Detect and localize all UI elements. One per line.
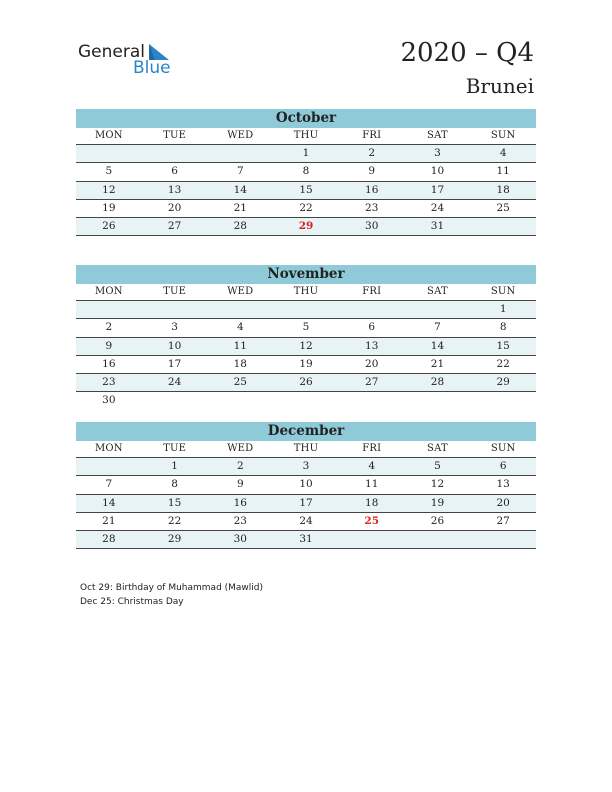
day-cell: 4 <box>368 460 376 472</box>
day-cell: 22 <box>299 201 313 214</box>
weekday-label: MON <box>94 286 123 297</box>
day-cell: 13 <box>167 183 182 196</box>
day-cell: 14 <box>233 183 247 196</box>
holiday-day-cell: 25 <box>364 514 380 527</box>
month-october <box>76 109 536 236</box>
day-cell <box>142 145 208 162</box>
day-cell: 3 <box>302 460 310 472</box>
day-cell <box>142 301 208 318</box>
holiday-note: Oct 29: Birthday of Muhammad (Mawlid) <box>80 583 264 593</box>
day-cell: 7 <box>434 321 441 334</box>
day-cell: 1 <box>302 147 310 159</box>
day-cell: 3 <box>434 147 441 159</box>
day-cell <box>76 301 142 318</box>
day-cell: 4 <box>499 147 507 159</box>
day-cell: 6 <box>368 321 376 334</box>
day-cell <box>76 458 142 475</box>
day-cell: 28 <box>430 376 445 389</box>
weekday-label: FRI <box>362 443 382 454</box>
week-row <box>76 476 536 494</box>
day-cell: 26 <box>430 514 445 527</box>
week-row <box>76 374 536 392</box>
day-cell: 25 <box>233 376 247 389</box>
day-cell: 2 <box>368 147 376 159</box>
day-cell: 27 <box>496 514 510 527</box>
logo-blue-text: Blue <box>133 58 171 78</box>
month-title: November <box>76 265 536 284</box>
weekday-label: FRI <box>362 286 382 297</box>
week-row <box>76 319 536 337</box>
day-cell: 30 <box>365 220 379 233</box>
day-cell: 1 <box>499 303 507 315</box>
day-cell: 19 <box>102 201 116 214</box>
week-row <box>76 495 536 513</box>
week-row <box>76 356 536 374</box>
month-title: December <box>76 422 536 441</box>
day-cell: 5 <box>434 460 441 472</box>
weekday-label: WED <box>227 443 254 454</box>
week-row <box>76 182 536 200</box>
day-cell: 21 <box>430 357 445 370</box>
week-row <box>76 218 536 236</box>
day-cell: 10 <box>167 339 182 352</box>
day-cell <box>273 301 339 318</box>
day-cell <box>339 531 405 548</box>
weekday-label: SAT <box>427 286 448 297</box>
day-cell: 18 <box>365 496 379 509</box>
day-cell: 7 <box>105 478 113 491</box>
day-cell: 7 <box>236 165 244 178</box>
day-cell <box>470 392 536 409</box>
holiday-day-cell: 29 <box>298 220 314 233</box>
weekday-header-row <box>76 128 536 145</box>
weekday-label: TUE <box>163 130 187 141</box>
page-title: 2020 – Q4 <box>400 38 534 68</box>
weekday-label: TUE <box>163 443 187 454</box>
day-cell: 6 <box>171 165 178 178</box>
country-name: Brunei <box>465 74 534 98</box>
day-cell: 10 <box>430 165 445 178</box>
day-cell: 13 <box>365 339 379 352</box>
day-cell: 18 <box>496 183 510 196</box>
day-cell: 1 <box>171 460 178 472</box>
day-cell: 12 <box>299 339 313 352</box>
day-cell <box>273 392 339 409</box>
day-cell: 31 <box>430 220 445 233</box>
day-cell: 31 <box>299 533 313 546</box>
holiday-note: Dec 25: Christmas Day <box>80 596 184 607</box>
generalblue-logo <box>78 40 178 80</box>
day-cell: 9 <box>368 165 376 178</box>
day-cell: 21 <box>233 201 247 214</box>
week-row <box>76 392 536 409</box>
day-cell: 5 <box>302 321 310 334</box>
week-row <box>76 458 536 476</box>
weekday-label: FRI <box>362 130 382 141</box>
day-cell: 30 <box>102 394 116 407</box>
month-december <box>76 422 536 549</box>
day-cell: 15 <box>496 339 510 352</box>
day-cell: 17 <box>299 496 313 509</box>
day-cell: 19 <box>299 357 313 370</box>
day-cell: 14 <box>430 339 445 352</box>
day-cell: 27 <box>365 376 379 389</box>
day-cell: 9 <box>105 339 113 352</box>
day-cell: 27 <box>167 220 182 233</box>
week-row <box>76 145 536 163</box>
weekday-label: SUN <box>490 286 516 297</box>
weekday-label: THU <box>293 443 319 454</box>
weekday-label: MON <box>94 130 123 141</box>
weekday-label: SAT <box>427 130 448 141</box>
day-cell: 5 <box>105 165 113 178</box>
day-cell: 20 <box>167 201 182 214</box>
day-cell: 11 <box>496 165 510 178</box>
day-cell <box>405 531 471 548</box>
day-cell <box>339 301 405 318</box>
day-cell: 20 <box>365 357 379 370</box>
weekday-label: SAT <box>427 443 448 454</box>
week-row <box>76 163 536 181</box>
week-row <box>76 301 536 319</box>
day-cell: 23 <box>365 201 379 214</box>
weekday-header-row <box>76 284 536 301</box>
day-cell: 10 <box>299 478 313 491</box>
weekday-label: MON <box>94 443 123 454</box>
weekday-label: THU <box>293 130 319 141</box>
day-cell <box>76 145 142 162</box>
day-cell: 2 <box>236 460 244 472</box>
day-cell: 21 <box>102 514 116 527</box>
day-cell: 15 <box>167 496 182 509</box>
day-cell: 19 <box>430 496 445 509</box>
month-november <box>76 265 536 410</box>
weekday-label: WED <box>227 286 254 297</box>
day-cell: 28 <box>233 220 247 233</box>
day-cell: 3 <box>171 321 178 334</box>
day-cell: 9 <box>236 478 244 491</box>
day-cell: 6 <box>499 460 507 472</box>
weekday-label: TUE <box>163 286 187 297</box>
month-title: October <box>76 109 536 128</box>
day-cell <box>470 531 536 548</box>
logo-general-text: General <box>78 42 145 62</box>
weekday-label: THU <box>293 286 319 297</box>
day-cell: 16 <box>233 496 247 509</box>
day-cell: 26 <box>102 220 116 233</box>
day-cell <box>339 392 405 409</box>
day-cell: 23 <box>102 376 116 389</box>
day-cell: 2 <box>105 321 113 334</box>
day-cell <box>207 145 273 162</box>
day-cell <box>470 218 536 235</box>
day-cell: 26 <box>299 376 313 389</box>
day-cell: 8 <box>499 321 507 334</box>
day-cell <box>207 301 273 318</box>
day-cell: 18 <box>233 357 247 370</box>
day-cell: 13 <box>496 478 510 491</box>
day-cell <box>405 392 471 409</box>
day-cell: 16 <box>102 357 116 370</box>
day-cell: 20 <box>496 496 510 509</box>
day-cell: 28 <box>102 533 116 546</box>
day-cell: 23 <box>233 514 247 527</box>
day-cell: 17 <box>430 183 445 196</box>
day-cell: 29 <box>167 533 182 546</box>
day-cell: 24 <box>167 376 182 389</box>
week-row <box>76 338 536 356</box>
day-cell <box>142 392 208 409</box>
day-cell: 22 <box>167 514 182 527</box>
day-cell: 11 <box>233 339 247 352</box>
day-cell: 15 <box>299 183 313 196</box>
day-cell: 4 <box>236 321 244 334</box>
week-row <box>76 513 536 531</box>
week-row <box>76 200 536 218</box>
day-cell: 22 <box>496 357 510 370</box>
weekday-label: WED <box>227 130 254 141</box>
weekday-label: SUN <box>490 443 516 454</box>
day-cell: 17 <box>167 357 182 370</box>
day-cell: 29 <box>496 376 510 389</box>
day-cell: 8 <box>302 165 310 178</box>
week-row <box>76 531 536 549</box>
day-cell: 24 <box>299 514 313 527</box>
weekday-label: SUN <box>490 130 516 141</box>
day-cell <box>207 392 273 409</box>
day-cell: 11 <box>365 478 379 491</box>
day-cell: 12 <box>102 183 116 196</box>
day-cell: 24 <box>430 201 445 214</box>
weekday-header-row <box>76 441 536 458</box>
holiday-notes <box>80 582 263 609</box>
day-cell: 25 <box>496 201 510 214</box>
day-cell: 30 <box>233 533 247 546</box>
day-cell <box>405 301 471 318</box>
day-cell: 16 <box>365 183 379 196</box>
day-cell: 14 <box>102 496 116 509</box>
day-cell: 8 <box>171 478 178 491</box>
day-cell: 12 <box>430 478 445 491</box>
